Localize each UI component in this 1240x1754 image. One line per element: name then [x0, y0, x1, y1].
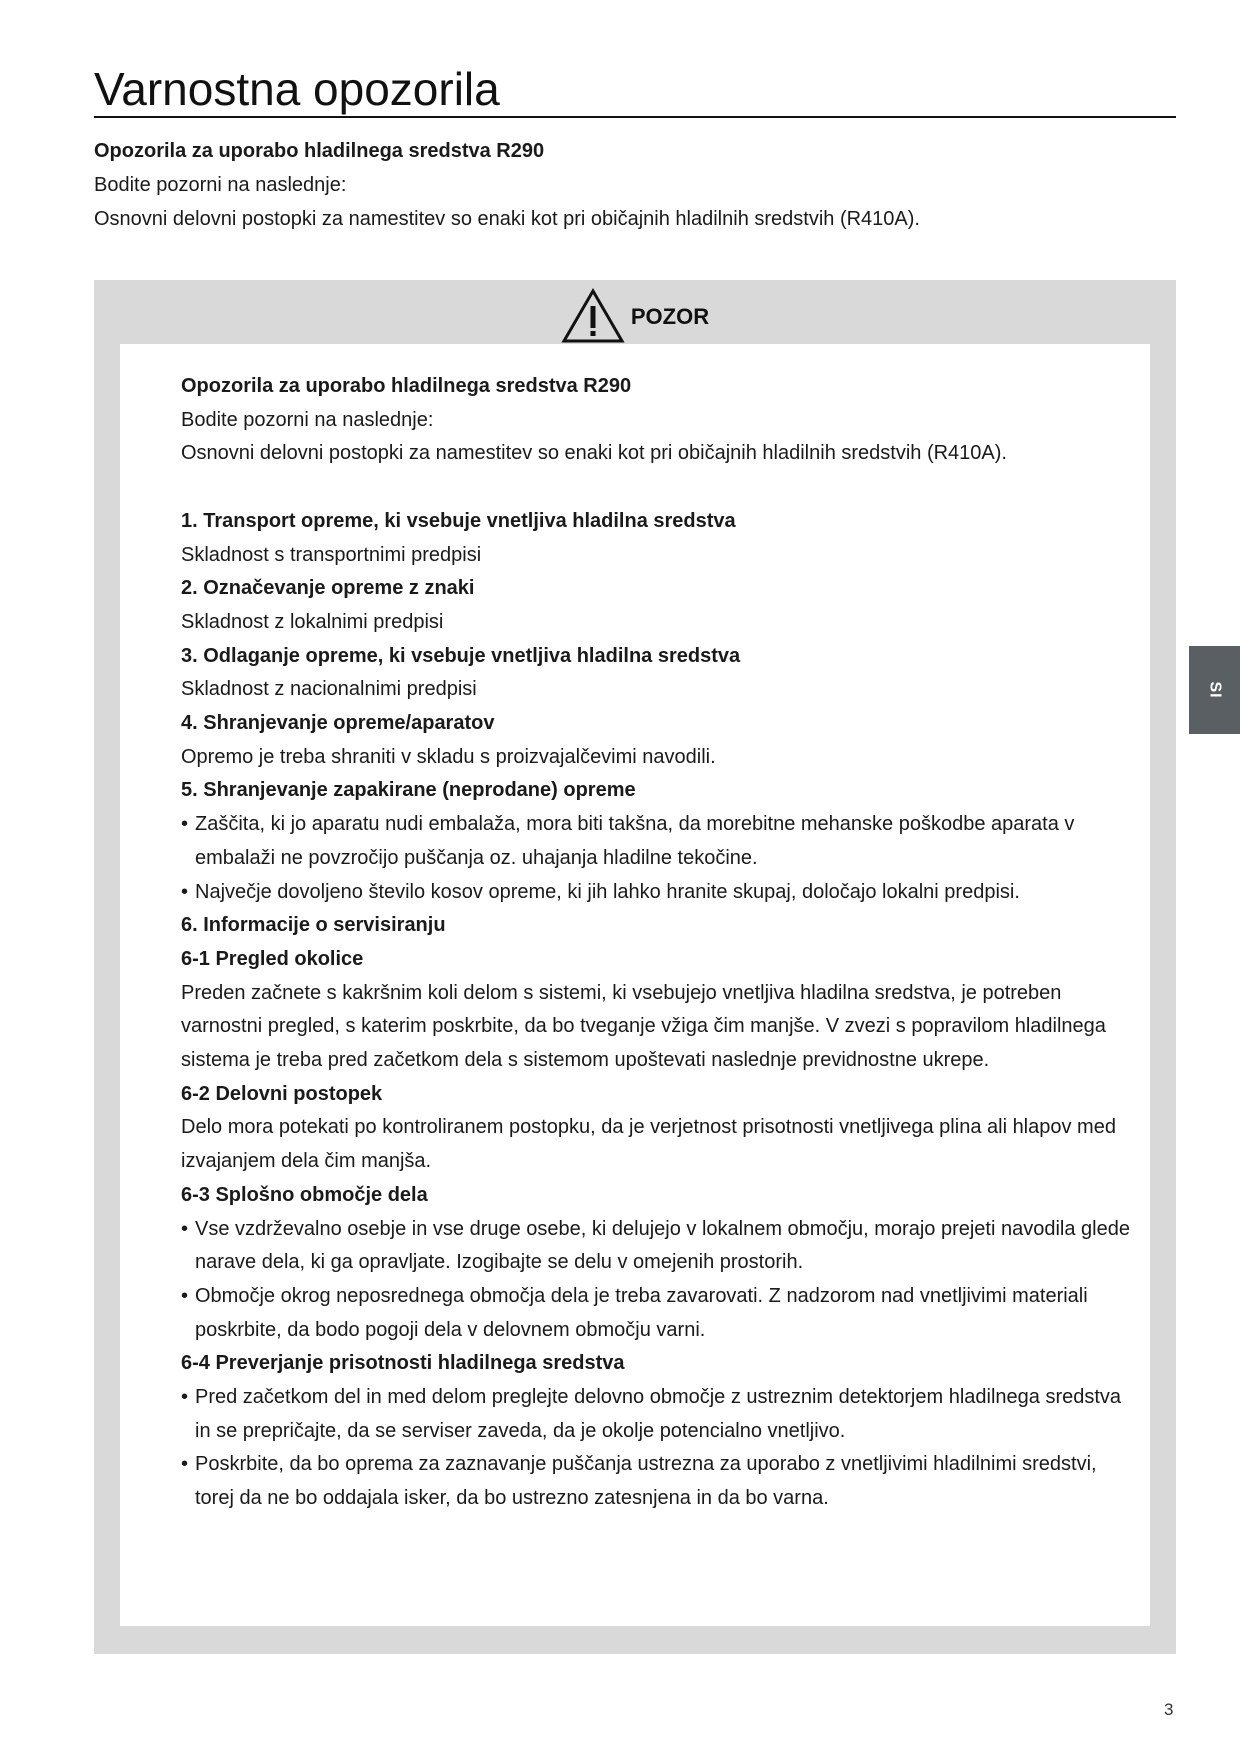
section-6-3-bullet-2: • Območje okrog neposrednega območja dela je treba zavarovati. Z nadzorom nad vnetljivimi materiali poskrbite, da bodo pogoji dela v delovnem območju varni.: [181, 1280, 1141, 1347]
section-1-title: 1. Transport opreme, ki vsebuje vnetljiva hladilna sredstva: [181, 509, 736, 532]
section-4-text: Opremo je treba shraniti v skladu s proizvajalčevimi navodili.: [181, 745, 716, 768]
warning-triangle-icon: [561, 288, 625, 344]
section-3-text: Skladnost z nacionalnimi predpisi: [181, 678, 477, 701]
section-6-4-title: 6-4 Preverjanje prisotnosti hladilnega sredstva: [181, 1352, 625, 1375]
intro-heading: Opozorila za uporabo hladilnega sredstva R290: [94, 140, 545, 162]
section-6-3-title: 6-3 Splošno območje dela: [181, 1183, 428, 1206]
section-5-bullet-2: • Največje dovoljeno število kosov opreme, ki jih lahko hranite skupaj, določajo lokalni predpisi.: [181, 876, 1141, 910]
language-tab-label: SI: [1206, 681, 1224, 699]
section-4-title: 4. Shranjevanje opreme/aparatov: [181, 712, 495, 735]
section-6-2-title: 6-2 Delovni postopek: [181, 1082, 383, 1105]
intro-line-1: Bodite pozorni na naslednje:: [94, 174, 347, 196]
section-6-4-bullet-1: • Pred začetkom del in med delom preglejte delovno območje z ustreznim detektorjem hladilnega sredstva in se prepričajte, da se serviser zaveda, da je okolje potencialno vnetljivo.: [181, 1381, 1141, 1448]
page-title: Varnostna opozorila: [94, 62, 1176, 118]
section-6-1-title: 6-1 Pregled okolice: [181, 947, 364, 970]
section-6-1-text: Preden začnete s kakršnim koli delom s sistemi, ki vsebujejo vnetljiva hladilna sredstva, je potreben varnostni pregled, s katerim poskrbite, da bo tveganje vžiga čim manjše. V zvezi s popravilom hladilnega sistema je treba pred začetkom dela s sistemom upoštevati naslednje previdnostne ukrepe.: [181, 981, 1106, 1072]
warning-header: [94, 280, 1176, 344]
intro-section: [94, 134, 1174, 236]
section-6-title: 6. Informacije o servisiranju: [181, 914, 446, 937]
section-5-title: 5. Shranjevanje zapakirane (neprodane) opreme: [181, 779, 636, 802]
warning-content: [181, 370, 1141, 1516]
warning-line-2: Osnovni delovni postopki za namestitev so enaki kot pri običajnih hladilnih sredstvih (R410A).: [181, 442, 1007, 465]
warning-line-1: Bodite pozorni na naslednje:: [181, 408, 434, 431]
section-6-2-text: Delo mora potekati po kontroliranem postopku, da je verjetnost prisotnosti vnetljivega plina ali hlapov med izvajanjem dela čim manjša.: [181, 1116, 1116, 1173]
page-number: 3: [1164, 1700, 1174, 1719]
section-3-title: 3. Odlaganje opreme, ki vsebuje vnetljiva hladilna sredstva: [181, 644, 741, 667]
section-6-3-bullet-1: • Vse vzdrževalno osebje in vse druge osebe, ki delujejo v lokalnem območju, morajo prejeti navodila glede narave dela, ki ga opravljate. Izogibajte se delu v omejenih prostorih.: [181, 1213, 1141, 1280]
section-1-text: Skladnost s transportnimi predpisi: [181, 543, 482, 566]
warning-heading: Opozorila za uporabo hladilnega sredstva R290: [181, 375, 632, 397]
language-tab: [1189, 646, 1240, 734]
section-5-bullet-1: • Zaščita, ki jo aparatu nudi embalaža, mora biti takšna, da morebitne mehanske poškodbe aparata v embalaži ne povzročijo puščanja oz. uhajanja hladilne tekočine.: [181, 808, 1141, 875]
section-2-text: Skladnost z lokalnimi predpisi: [181, 610, 444, 633]
intro-line-2: Osnovni delovni postopki za namestitev so enaki kot pri običajnih hladilnih sredstvih (R410A).: [94, 208, 920, 230]
warning-content-panel: [120, 344, 1150, 1626]
section-6-4-bullet-2: • Poskrbite, da bo oprema za zaznavanje puščanja ustrezna za uporabo z vnetljivimi hladilnimi sredstvi, torej da ne bo oddajala isker, da bo ustrezno zatesnjena in da bo varna.: [181, 1448, 1141, 1515]
warning-box: [94, 280, 1176, 1654]
section-2-title: 2. Označevanje opreme z znaki: [181, 577, 475, 600]
warning-label: POZOR: [630, 304, 710, 329]
